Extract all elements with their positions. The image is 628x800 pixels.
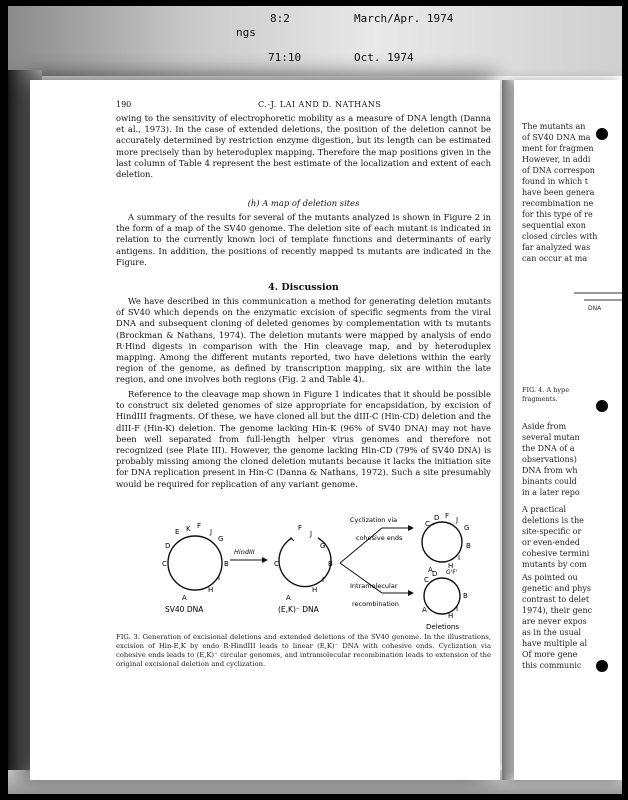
header-strip <box>8 6 622 76</box>
fragment-label: H <box>208 586 214 594</box>
rp-line: have been genera <box>522 188 595 197</box>
arrow-head <box>408 590 414 596</box>
paragraph-3-text: We have described in this communication a method for generating deletion mutants of SV40 which depends on the enzymatic excision of specific segments from the viral DNA and subsequent cloning of deleted genomes by complementation with ts mutants (Brockman & Nathans, 1974). The deletion mutants were mapped by analysis of endo R·Hind digests in comparison with the Hin cleavage map, and by heteroduplex mapping. Among the different mutants reported, two have deletions within the early region of the genome, as defined by transcription mapping, six are within the late region, and one involves both regions (Fig. 2 and Table 4). <box>116 296 491 385</box>
header-volume-1: 8:2 <box>270 12 290 25</box>
fragment-label: F <box>197 522 202 530</box>
rp-line: DNA from wh <box>522 466 578 475</box>
fragment-label: D <box>432 570 438 578</box>
rp-line: 1974), their genc <box>522 606 593 615</box>
rp-line: or even-ended <box>522 538 580 547</box>
rp-line: found in which t <box>522 177 588 186</box>
header-volume-2: 71:10 <box>268 51 302 64</box>
fragment-label: C <box>424 576 429 584</box>
rp-line: deletions is the <box>522 516 584 525</box>
fragment-label: K <box>186 525 191 533</box>
right-page <box>514 80 622 780</box>
fig4-diagram <box>514 280 622 390</box>
rp-line: observations) <box>522 455 577 464</box>
sv40-circle <box>168 536 222 590</box>
cohesive-ends-label: cohesive ends <box>356 534 403 542</box>
rp-line: as in the usual <box>522 628 582 637</box>
fragment-label: G <box>218 535 224 543</box>
deletions-label: Deletions <box>426 623 460 631</box>
rp-line: of DNA correspon <box>522 166 595 175</box>
rp-line: are never expos <box>522 617 587 626</box>
rp-line: sequential exon <box>522 221 586 230</box>
rp-line: binants could <box>522 477 577 486</box>
cohesive-end <box>288 538 294 541</box>
rp-line: However, in addi <box>522 155 591 164</box>
rp-line: closed circles with <box>522 232 598 241</box>
fragment-label: F <box>445 512 450 520</box>
binder-hole <box>596 128 608 140</box>
enzyme-label: HindIII <box>234 548 255 556</box>
fig4-dna-label: DNA <box>588 305 602 312</box>
recombination-label: recombination <box>352 600 399 608</box>
binder-hole <box>596 660 608 672</box>
rp-line: have multiple al <box>522 639 588 648</box>
rp-line: mutants by com <box>522 560 587 569</box>
fragment-label: B <box>463 592 468 600</box>
rp-line: Aside from <box>522 422 567 431</box>
paragraph-4-text: Reference to the cleavage map shown in Figure 1 indicates that it should be possible to construct six deleted genomes of size appropriate for encapsidation, by excision of HindIII fragments. Of these, we have cloned all but the dIII-C (Hin-CD) deletion and the dIII-F (Hin-K) deletion. The genome lacking Hin-K (96% of SV40 DNA) may not have been well separated from full-length helper virus genomes and therefore not recognized (see Plate III). However, the genome lacking Hin-CD (79% of SV40 DNA) is probably missing among the cloned deletion mutants because it lacks the initiation site for DNA replication present in Hin-C (Danna & Nathans, 1972). Such a site presumably would be required for replication of any variant genome. <box>116 389 491 489</box>
fragment-label: B <box>224 560 229 568</box>
fragment-label: A <box>422 606 427 614</box>
running-head: C.-J. LAI AND D. NATHANS <box>258 100 382 109</box>
paragraph-1-text: owing to the sensitivity of electrophoretic mobility as a measure of DNA length (Danna et al., 1973). In the case of extended deletions, the position of the deletion cannot be accurately determined by restriction enzyme digestion, but its length can be estimated more precisely than by heteroduplex mapping. Therefore the map positions given in the last column of Table 4 represent the best estimate of the localization and extent of each deletion. <box>116 113 491 180</box>
rp-line: the DNA of a <box>522 444 575 453</box>
page-fold <box>502 80 514 780</box>
fig4-caption-2: fragments. <box>522 395 558 403</box>
page-number: 190 <box>116 100 132 109</box>
fig3-diagram <box>150 508 500 633</box>
fragment-label: D <box>165 542 171 550</box>
binder-hole <box>596 400 608 412</box>
fragment-label: D <box>434 514 440 522</box>
rp-line: ment for fragmen <box>522 144 594 153</box>
arrow-head <box>408 525 414 531</box>
fragment-label: I <box>218 574 221 582</box>
figure-3-caption: FIG. 3. Generation of excisional deletions and extended deletions of the SV40 genome. In the illustrations, excision of Hin-E,K by endo R·HindIII leads to linear (E,K)⁻ DNA with cohesive ends. Cyclization via cohesive ends leads to (E,K)⁻ circular genomes, and intramolecular recombination leads to extension of the original excisional deletion and cyclization. <box>116 633 491 668</box>
section-heading-h: (h) A map of deletion sites <box>247 198 360 208</box>
rp-line: several mutan <box>522 433 580 442</box>
fragment-label: H <box>448 612 454 620</box>
section-heading-discussion: 4. Discussion <box>268 282 339 293</box>
header-date-1: March/Apr. 1974 <box>354 12 454 25</box>
paragraph-2 <box>116 212 491 268</box>
arrow-head <box>262 557 268 563</box>
deletion-circle <box>424 578 460 614</box>
rp-line: can occur at ma <box>522 254 588 263</box>
rp-line: cohesive termini <box>522 549 590 558</box>
rp-line: site-specific or <box>522 527 582 536</box>
linear-label: (E,K)⁻ DNA <box>278 605 319 614</box>
fragment-label: I <box>456 605 459 613</box>
rp-line: A practical <box>522 505 567 514</box>
paragraph-3 <box>116 296 491 386</box>
cyclization-label: Cyclization via <box>350 516 398 524</box>
rp-line: far analyzed was <box>522 243 591 252</box>
rp-line: this communic <box>522 661 582 670</box>
header-snippet: ngs <box>236 26 256 39</box>
sv40-label: SV40 DNA <box>165 605 204 614</box>
rp-line: contrast to delet <box>522 595 590 604</box>
rp-line: As pointed ou <box>522 573 578 582</box>
fragment-label: H <box>448 562 454 570</box>
header-date-2: Oct. 1974 <box>354 51 414 64</box>
fig4-caption: FIG. 4. A hype <box>522 386 570 394</box>
rp-line: of SV40 DNA ma <box>522 133 591 142</box>
fragment-label: E <box>175 528 180 536</box>
fragment-label: J <box>310 530 313 538</box>
fragment-label: J <box>456 516 459 524</box>
rp-line: recombination ne <box>522 199 594 208</box>
fragment-label: C <box>425 520 430 528</box>
fragment-label: I <box>458 554 461 562</box>
rp-line: The mutants an <box>522 122 586 131</box>
rp-line: in a later repo <box>522 488 580 497</box>
fragment-label: G <box>320 542 326 550</box>
fragment-label: F <box>298 524 303 532</box>
rp-line: Of more gene <box>522 650 578 659</box>
fragment-label: G <box>464 524 470 532</box>
fragment-label: A <box>428 566 433 574</box>
cyclized-circle <box>422 522 462 562</box>
rp-line: for this type of re <box>522 210 593 219</box>
fragment-label: B <box>328 560 333 568</box>
rp-line: genetic and phys <box>522 584 592 593</box>
fragment-label: B <box>466 542 471 550</box>
fragment-label: A <box>286 594 291 602</box>
fragment-label: I <box>322 576 325 584</box>
fragment-label: A <box>182 594 187 602</box>
paragraph-2-text: A summary of the results for several of the mutants analyzed is shown in Figure 2 in the form of a map of the SV40 genome. The deletion site of each mutant is indicated in relation to the currently known loci of template functions and determinants of early antigens. In addition, the positions of recently mapped ts mutants are indicated in the Figure. <box>116 212 491 267</box>
intramolecular-label: Intramolecular <box>350 582 398 590</box>
fragment-label: J <box>210 528 213 536</box>
fragment-label: H <box>312 586 318 594</box>
fragment-label: G'F' <box>446 569 458 576</box>
fragment-label: C <box>274 560 279 568</box>
paragraph-1 <box>116 113 491 180</box>
fragment-label: C <box>162 560 167 568</box>
paragraph-4 <box>116 389 491 490</box>
